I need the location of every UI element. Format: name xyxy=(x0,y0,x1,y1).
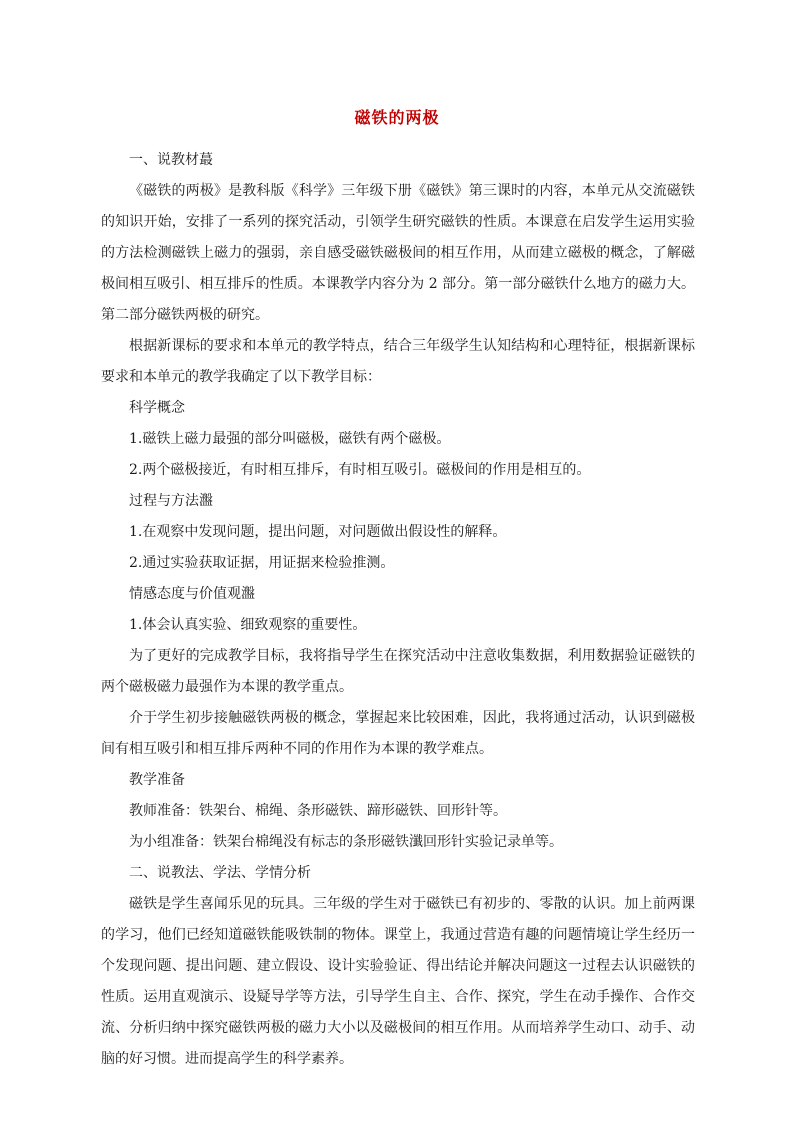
paragraph: 磁铁是学生喜闻乐见的玩具。三年级的学生对于磁铁已有初步的、零散的认识。加上前两课的学习，他们已经知道磁铁能吸铁制的物体。课堂上，我通过营造有趣的问题情境让学生经历一个发现问题、提出问题、建立假设、设计实验验证、得出结论并解决问题这一过程去认识磁铁的性质。运用直观演示、设疑导学等方法，引导学生自主、合作、探究，学生在动手操作、合作交流、分析归纳中探究磁铁两极的磁力大小以及磁极间的相互作用。从而培养学生动口、动手、动脑的好习惯。进而提高学生的科学素养。 xyxy=(101,896,695,1067)
paragraph: 《磁铁的两极》是教科版《科学》三年级下册《磁铁》第三课时的内容，本单元从交流磁铁的知识开始，安排了一系列的探究活动，引领学生研究磁铁的性质。本课意在启发学生运用实验的方法检测磁铁上磁力的强弱，亲自感受磁铁磁极间的相互作用，从而建立磁极的概念，了解磁极间相互吸引、相互排斥的性质。本课教学内容分为 2 部分。第一部分磁铁什么地方的磁力大。第二部分磁铁两极的研究。 xyxy=(101,183,695,323)
paragraph: 1.磁铁上磁力最强的部分叫磁极，磁铁有两个磁极。 xyxy=(129,431,451,447)
paragraph-subheading: 科学概念 xyxy=(129,400,185,416)
document-body xyxy=(101,145,695,1075)
paragraph-subheading: 情感态度与价值观瀊 xyxy=(129,586,255,602)
paragraph: 1.体会认真实验、细致观察的重要性。 xyxy=(129,617,367,633)
paragraph-subheading: 教学准备 xyxy=(129,772,185,788)
paragraph: 2.两个磁极接近，有时相互排斥，有时相互吸引。磁极间的作用是相互的。 xyxy=(129,462,591,478)
paragraph: 2.通过实验获取证据，用证据来检验推测。 xyxy=(129,555,395,571)
paragraph: 为小组准备：铁架台棉绳没有标志的条形磁铁瀸回形针实验记录单等。 xyxy=(129,834,563,850)
paragraph-section-heading: 二、说教法、学法、学情分析 xyxy=(129,865,311,881)
paragraph-subheading: 过程与方法瀊 xyxy=(129,493,213,509)
paragraph: 根据新课标的要求和本单元的教学特点，结合三年级学生认知结构和心理特征，根据新课标要求和本单元的教学我确定了以下教学目标： xyxy=(101,338,695,385)
document-title: 磁铁的两极 xyxy=(354,108,440,127)
paragraph: 介于学生初步接触磁铁两极的概念，掌握起来比较困难，因此，我将通过活动，认识到磁极间有相互吸引和相互排斥两种不同的作用作为本课的教学难点。 xyxy=(101,710,695,757)
paragraph: 教师准备：铁架台、棉绳、条形磁铁、蹄形磁铁、回形针等。 xyxy=(129,803,507,819)
paragraph-section-heading: 一、说教材蕞 xyxy=(129,152,213,168)
paragraph: 1.在观察中发现问题，提出问题，对问题做出假设性的解释。 xyxy=(129,524,507,540)
paragraph: 为了更好的完成教学目标，我将指导学生在探究活动中注意收集数据，利用数据验证磁铁的两个磁极磁力最强作为本课的教学重点。 xyxy=(101,648,695,695)
